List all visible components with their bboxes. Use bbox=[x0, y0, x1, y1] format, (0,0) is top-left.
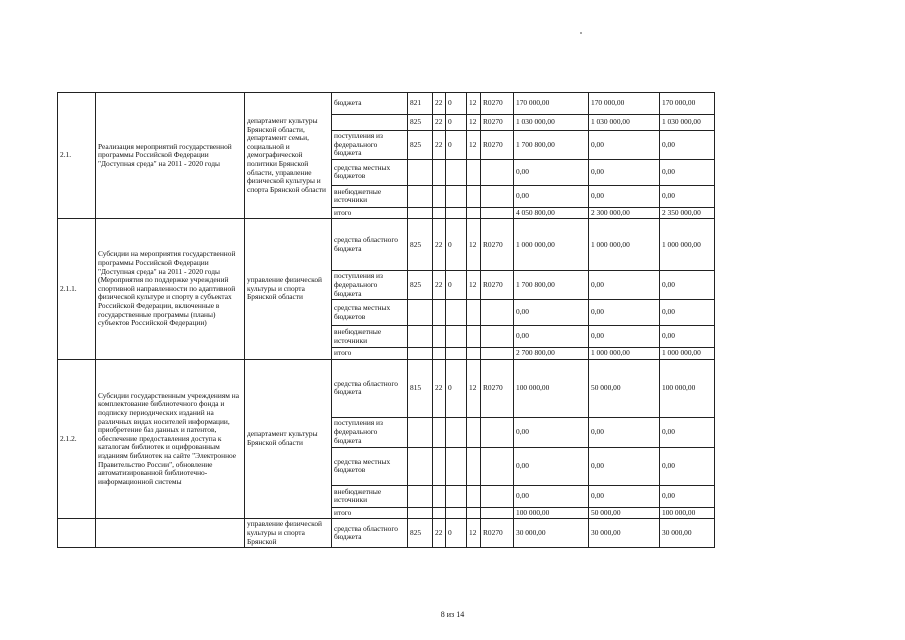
code-cell: 12 bbox=[467, 131, 481, 160]
code-cell bbox=[481, 417, 514, 447]
code-cell: 12 bbox=[467, 519, 481, 548]
amount-cell: 1 000 000,00 bbox=[660, 348, 715, 360]
item-name: Субсидии государственным учреждениям на комплектование библиотечного фонда и подписку периодических изданий на различных видах носителей информации, приобретение баз данных и патентов, обеспечение предоставления доступа к каталогам библиотек и оцифрованным изданиям библиотек на сайте "Электронное Правительство России", обновление автоматизированной библиотечно-информационной системы bbox=[96, 359, 245, 519]
amount-cell: 0,00 bbox=[660, 300, 715, 326]
scan-speck bbox=[580, 32, 582, 34]
funding-source: средства областного бюджета bbox=[332, 219, 408, 271]
amount-cell: 1 700 800,00 bbox=[514, 131, 589, 160]
code-cell: R0270 bbox=[481, 131, 514, 160]
code-cell bbox=[446, 300, 467, 326]
amount-cell: 30 000,00 bbox=[589, 519, 660, 548]
code-cell: 0 bbox=[446, 115, 467, 131]
code-cell bbox=[467, 207, 481, 219]
item-name bbox=[96, 519, 245, 548]
code-cell: 821 bbox=[408, 93, 433, 115]
code-cell bbox=[446, 185, 467, 207]
code-cell: R0270 bbox=[481, 359, 514, 417]
code-cell bbox=[467, 417, 481, 447]
amount-cell: 100 000,00 bbox=[514, 359, 589, 417]
amount-cell: 1 000 000,00 bbox=[589, 219, 660, 271]
funding-source: поступления из федерального бюджета bbox=[332, 271, 408, 300]
item-name: Субсидии на мероприятия государственной программы Российской Федерации "Доступная среда" на 2011 - 2020 годы (Мероприятия по поддержке учреждений спортивной направленности по адаптивной физической культуре и спорту в субъектах Российской Федерации, включенные в государственные программы (планы) субъектов Российской Федерации) bbox=[96, 219, 245, 359]
item-name: Реализация мероприятий государственной программы Российской Федерации "Доступная среда" на 2011 - 2020 годы bbox=[96, 93, 245, 219]
funding-source: средства областного бюджета bbox=[332, 359, 408, 417]
code-cell bbox=[408, 300, 433, 326]
code-cell bbox=[433, 159, 446, 185]
amount-cell: 1 000 000,00 bbox=[589, 348, 660, 360]
code-cell: 22 bbox=[433, 219, 446, 271]
code-cell bbox=[467, 300, 481, 326]
page-number: 8 из 14 bbox=[440, 610, 465, 619]
item-executor: департамент культуры Брянской области, департамент семьи, социальной и демографической политики Брянской области, управление физической культуры и спорта Брянской области bbox=[245, 93, 332, 219]
code-cell: 0 bbox=[446, 219, 467, 271]
budget-table bbox=[57, 92, 715, 548]
code-cell bbox=[481, 348, 514, 360]
amount-cell: 100 000,00 bbox=[514, 507, 589, 519]
code-cell: 0 bbox=[446, 131, 467, 160]
code-cell bbox=[433, 300, 446, 326]
amount-cell: 0,00 bbox=[589, 131, 660, 160]
amount-cell: 0,00 bbox=[589, 271, 660, 300]
code-cell: 825 bbox=[408, 219, 433, 271]
funding-source: средства областного бюджета bbox=[332, 519, 408, 548]
code-cell bbox=[408, 485, 433, 507]
amount-cell: 2 350 000,00 bbox=[660, 207, 715, 219]
code-cell: 0 bbox=[446, 93, 467, 115]
code-cell: R0270 bbox=[481, 271, 514, 300]
amount-cell: 100 000,00 bbox=[660, 507, 715, 519]
code-cell bbox=[481, 507, 514, 519]
code-cell: 825 bbox=[408, 115, 433, 131]
code-cell bbox=[433, 348, 446, 360]
code-cell: 0 bbox=[446, 359, 467, 417]
amount-cell: 0,00 bbox=[589, 300, 660, 326]
amount-cell: 0,00 bbox=[514, 185, 589, 207]
amount-cell: 0,00 bbox=[660, 271, 715, 300]
amount-cell: 0,00 bbox=[589, 447, 660, 485]
amount-cell: 1 030 000,00 bbox=[589, 115, 660, 131]
amount-cell: 0,00 bbox=[589, 159, 660, 185]
amount-cell: 0,00 bbox=[660, 326, 715, 348]
code-cell: 12 bbox=[467, 219, 481, 271]
code-cell: 12 bbox=[467, 115, 481, 131]
amount-cell: 0,00 bbox=[514, 300, 589, 326]
item-number: 2.1. bbox=[58, 93, 96, 219]
funding-source: внебюджетные источники bbox=[332, 485, 408, 507]
code-cell: 815 bbox=[408, 359, 433, 417]
amount-cell: 170 000,00 bbox=[589, 93, 660, 115]
item-executor: департамент культуры Брянской области bbox=[245, 359, 332, 519]
code-cell bbox=[433, 326, 446, 348]
amount-cell: 170 000,00 bbox=[514, 93, 589, 115]
item-executor: управление физической культуры и спорта Брянской bbox=[245, 519, 332, 548]
funding-source: внебюджетные источники bbox=[332, 185, 408, 207]
code-cell: 22 bbox=[433, 115, 446, 131]
amount-cell: 2 700 800,00 bbox=[514, 348, 589, 360]
funding-source: бюджета bbox=[332, 93, 408, 115]
code-cell bbox=[467, 485, 481, 507]
code-cell: 825 bbox=[408, 271, 433, 300]
amount-cell: 0,00 bbox=[514, 326, 589, 348]
funding-source: средства местных бюджетов bbox=[332, 300, 408, 326]
amount-cell: 2 300 000,00 bbox=[589, 207, 660, 219]
code-cell: R0270 bbox=[481, 519, 514, 548]
code-cell: 12 bbox=[467, 359, 481, 417]
code-cell bbox=[467, 447, 481, 485]
code-cell: 0 bbox=[446, 519, 467, 548]
item-executor: управление физической культуры и спорта Брянской области bbox=[245, 219, 332, 359]
code-cell bbox=[467, 507, 481, 519]
funding-source: средства местных бюджетов bbox=[332, 159, 408, 185]
code-cell bbox=[467, 348, 481, 360]
amount-cell: 0,00 bbox=[660, 185, 715, 207]
funding-source: поступления из федерального бюджета bbox=[332, 417, 408, 447]
amount-cell: 0,00 bbox=[660, 447, 715, 485]
code-cell bbox=[408, 447, 433, 485]
code-cell bbox=[446, 348, 467, 360]
table-row bbox=[58, 519, 715, 548]
code-cell bbox=[467, 159, 481, 185]
amount-cell: 0,00 bbox=[660, 159, 715, 185]
code-cell bbox=[467, 185, 481, 207]
amount-cell: 0,00 bbox=[589, 326, 660, 348]
amount-cell: 0,00 bbox=[660, 131, 715, 160]
code-cell bbox=[446, 207, 467, 219]
code-cell: 825 bbox=[408, 519, 433, 548]
code-cell bbox=[433, 447, 446, 485]
funding-source: итого bbox=[332, 507, 408, 519]
code-cell bbox=[481, 300, 514, 326]
code-cell bbox=[446, 485, 467, 507]
funding-source: внебюджетные источники bbox=[332, 326, 408, 348]
code-cell bbox=[446, 507, 467, 519]
amount-cell: 1 030 000,00 bbox=[514, 115, 589, 131]
code-cell: 22 bbox=[433, 359, 446, 417]
code-cell: 0 bbox=[446, 271, 467, 300]
amount-cell: 0,00 bbox=[589, 185, 660, 207]
code-cell bbox=[446, 447, 467, 485]
code-cell: 22 bbox=[433, 131, 446, 160]
code-cell: R0270 bbox=[481, 93, 514, 115]
code-cell bbox=[481, 207, 514, 219]
code-cell bbox=[446, 417, 467, 447]
code-cell bbox=[481, 185, 514, 207]
table-row bbox=[58, 359, 715, 417]
code-cell bbox=[408, 417, 433, 447]
table-row bbox=[58, 219, 715, 271]
code-cell bbox=[408, 207, 433, 219]
amount-cell: 1 700 800,00 bbox=[514, 271, 589, 300]
code-cell: 22 bbox=[433, 93, 446, 115]
code-cell bbox=[433, 507, 446, 519]
amount-cell: 1 000 000,00 bbox=[514, 219, 589, 271]
funding-source: поступления из федерального бюджета bbox=[332, 131, 408, 160]
amount-cell: 0,00 bbox=[514, 417, 589, 447]
funding-source bbox=[332, 115, 408, 131]
table-row bbox=[58, 93, 715, 115]
code-cell bbox=[481, 447, 514, 485]
funding-source: итого bbox=[332, 348, 408, 360]
code-cell: 12 bbox=[467, 93, 481, 115]
code-cell: 12 bbox=[467, 271, 481, 300]
funding-source: средства местных бюджетов bbox=[332, 447, 408, 485]
amount-cell: 50 000,00 bbox=[589, 507, 660, 519]
amount-cell: 30 000,00 bbox=[514, 519, 589, 548]
amount-cell: 0,00 bbox=[660, 485, 715, 507]
code-cell: 22 bbox=[433, 271, 446, 300]
amount-cell: 0,00 bbox=[589, 417, 660, 447]
code-cell bbox=[408, 159, 433, 185]
amount-cell: 1 030 000,00 bbox=[660, 115, 715, 131]
amount-cell: 50 000,00 bbox=[589, 359, 660, 417]
funding-source: итого bbox=[332, 207, 408, 219]
code-cell: 22 bbox=[433, 519, 446, 548]
code-cell bbox=[446, 326, 467, 348]
code-cell bbox=[446, 159, 467, 185]
code-cell bbox=[467, 326, 481, 348]
item-number bbox=[58, 519, 96, 548]
amount-cell: 1 000 000,00 bbox=[660, 219, 715, 271]
code-cell bbox=[408, 507, 433, 519]
code-cell: 825 bbox=[408, 131, 433, 160]
code-cell bbox=[408, 326, 433, 348]
item-number: 2.1.2. bbox=[58, 359, 96, 519]
amount-cell: 170 000,00 bbox=[660, 93, 715, 115]
code-cell bbox=[408, 185, 433, 207]
amount-cell: 0,00 bbox=[589, 485, 660, 507]
code-cell bbox=[433, 185, 446, 207]
code-cell: R0270 bbox=[481, 219, 514, 271]
budget-table-body bbox=[58, 93, 715, 548]
amount-cell: 0,00 bbox=[514, 447, 589, 485]
amount-cell: 30 000,00 bbox=[660, 519, 715, 548]
code-cell: R0270 bbox=[481, 115, 514, 131]
code-cell bbox=[433, 207, 446, 219]
amount-cell: 0,00 bbox=[660, 417, 715, 447]
code-cell bbox=[408, 348, 433, 360]
amount-cell: 0,00 bbox=[514, 485, 589, 507]
code-cell bbox=[481, 159, 514, 185]
amount-cell: 100 000,00 bbox=[660, 359, 715, 417]
amount-cell: 4 050 800,00 bbox=[514, 207, 589, 219]
code-cell bbox=[481, 485, 514, 507]
code-cell bbox=[481, 326, 514, 348]
code-cell bbox=[433, 417, 446, 447]
code-cell bbox=[433, 485, 446, 507]
item-number: 2.1.1. bbox=[58, 219, 96, 359]
amount-cell: 0,00 bbox=[514, 159, 589, 185]
